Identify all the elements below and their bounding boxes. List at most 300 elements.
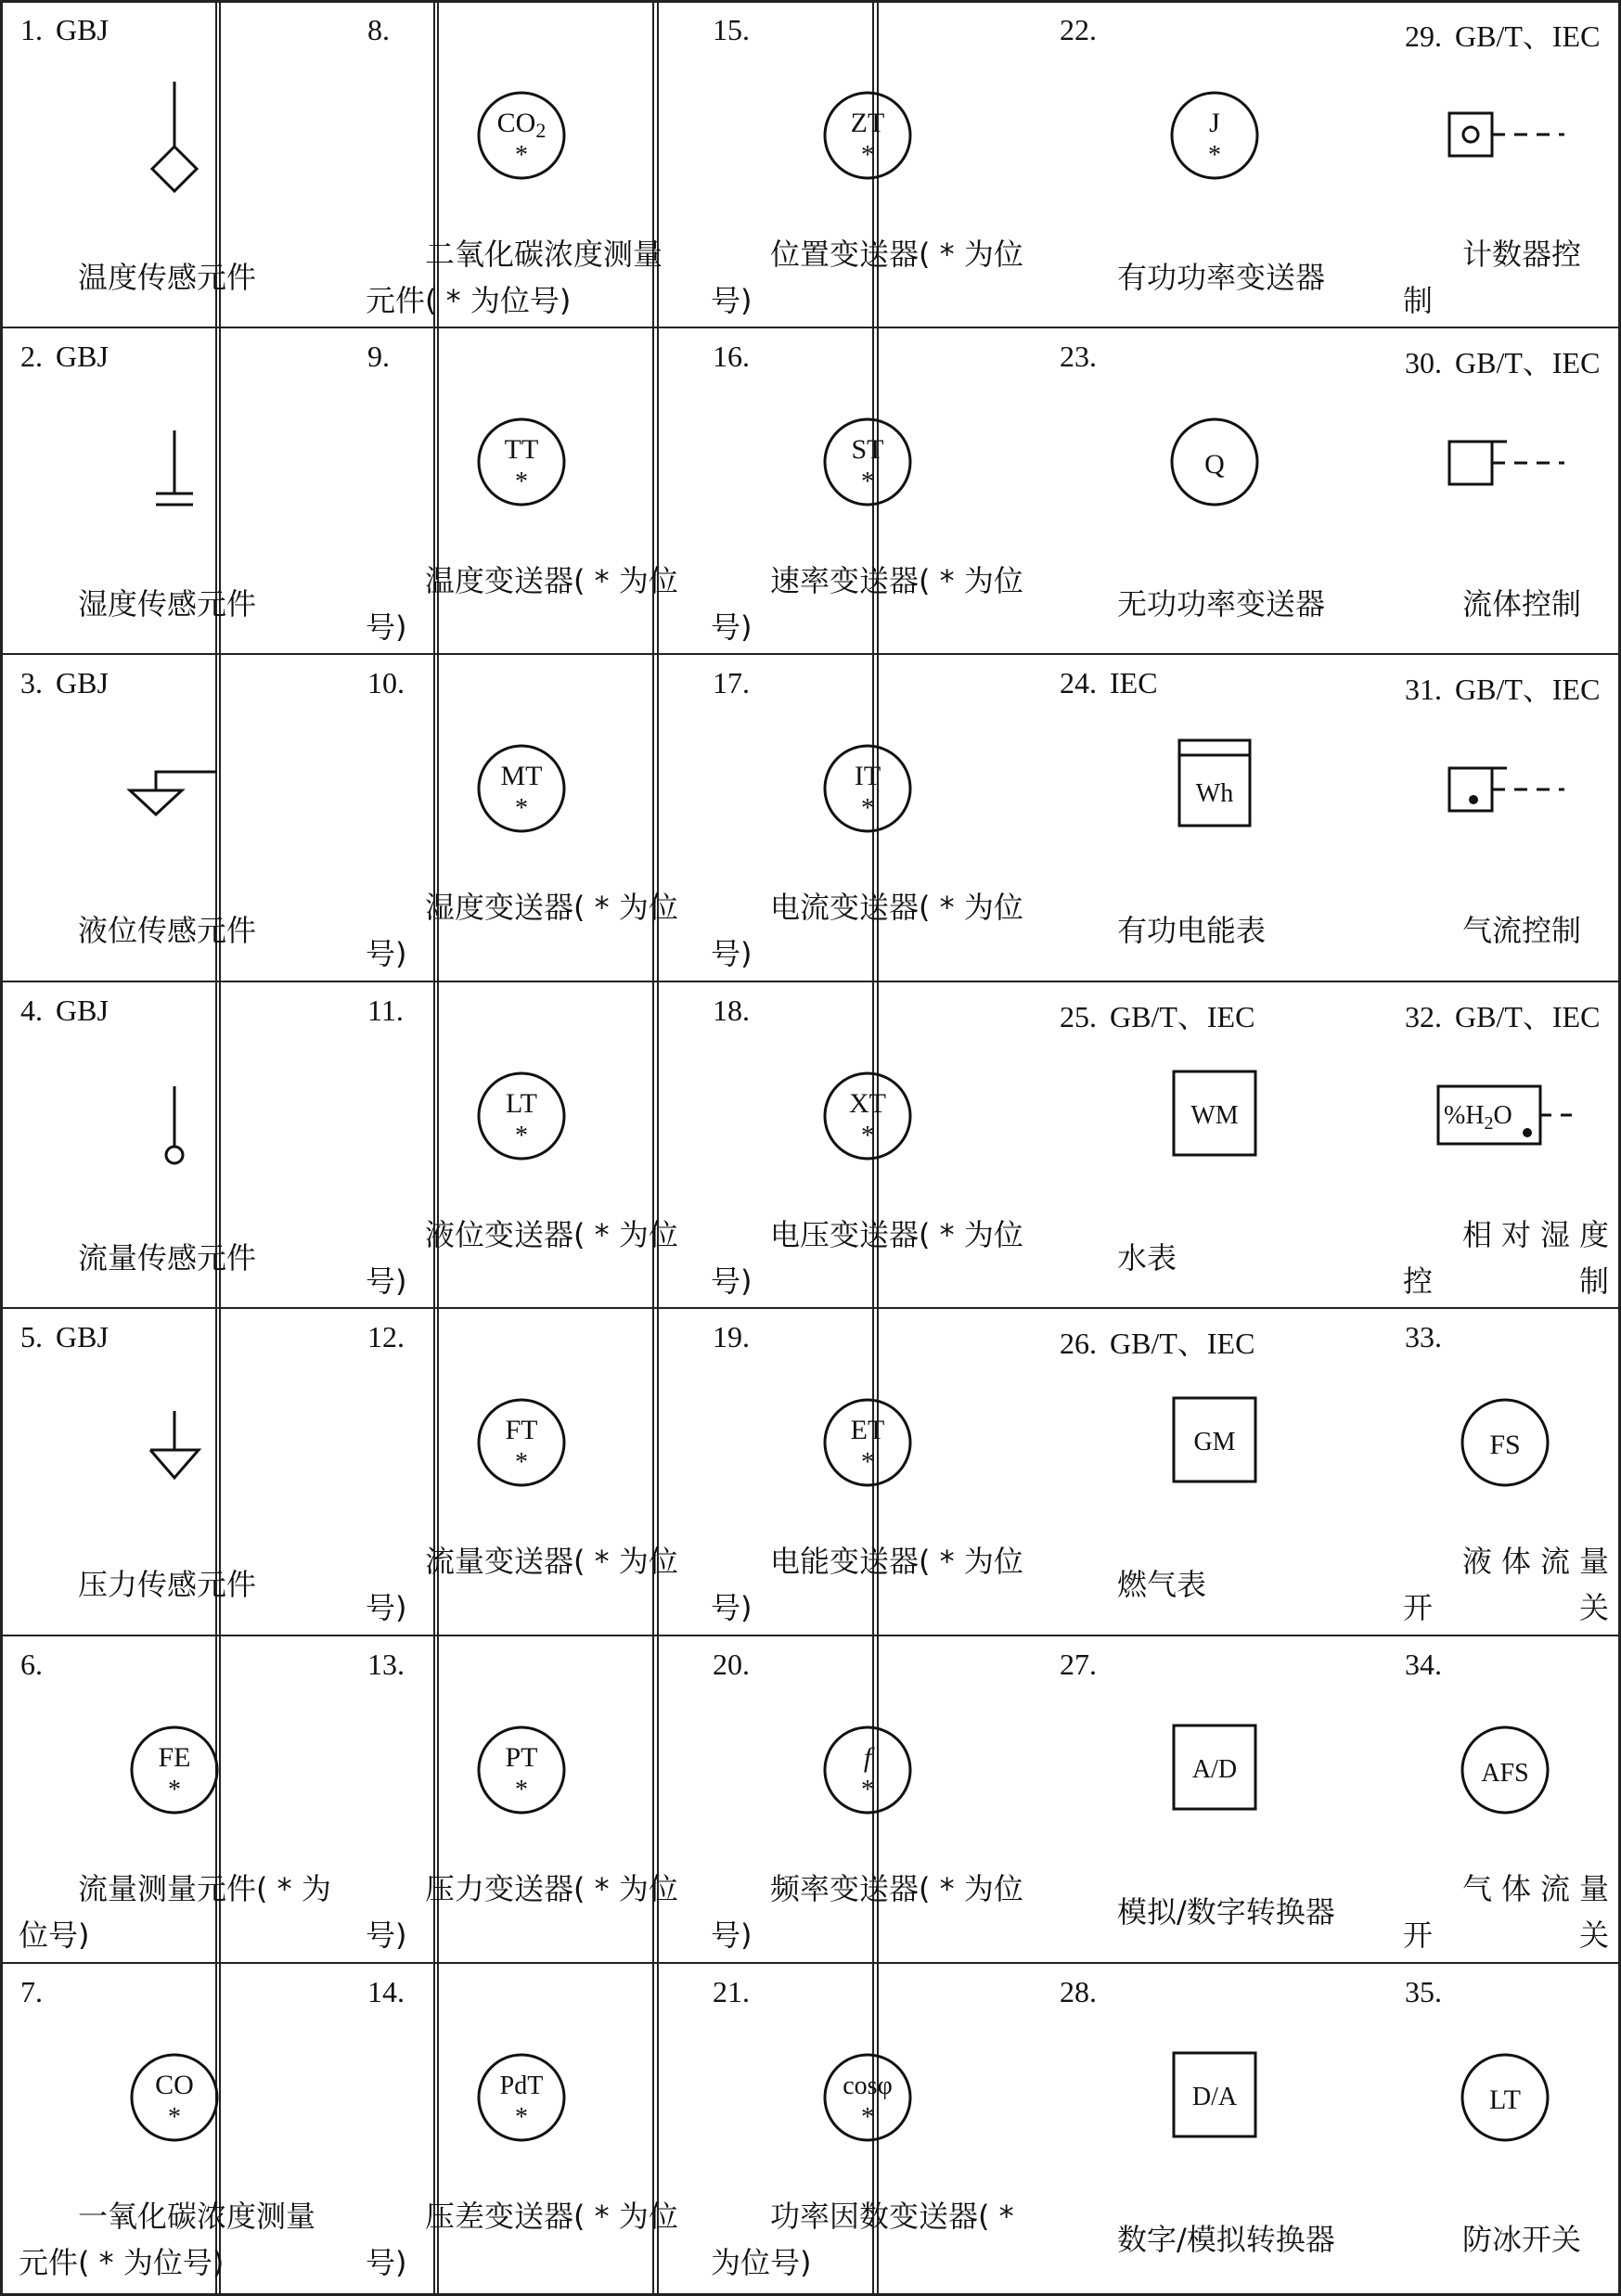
caption-text: 模拟/数字转换器 <box>1117 1894 1335 1930</box>
symbol-cell <box>1043 2 1386 327</box>
level-line <box>156 772 217 790</box>
symbol-svg <box>4 703 345 889</box>
item-number <box>1060 13 1097 47</box>
item-index: 6. <box>20 1648 43 1681</box>
caption-text: 流体控制 <box>1462 586 1582 622</box>
item-caption <box>366 2188 679 2290</box>
caption-text: 流量传感元件 <box>78 1240 257 1276</box>
item-number <box>20 1320 109 1354</box>
item-number <box>367 666 405 700</box>
symbol-cell <box>696 1309 1039 1634</box>
symbol-graphic <box>1043 2012 1386 2198</box>
symbol-svg <box>696 2012 1039 2198</box>
item-index: 18. <box>713 994 750 1027</box>
item-number <box>20 666 109 700</box>
symbol-graphic <box>4 2012 345 2198</box>
symbol-graphic <box>4 1685 345 1870</box>
symbol-cell <box>351 655 692 980</box>
item-caption <box>1403 1533 1609 1634</box>
caption-text: 速率变送器( * 为位号) <box>711 563 1023 645</box>
item-number <box>20 1975 43 2009</box>
symbol-cell <box>1388 2 1621 327</box>
item-number <box>20 994 109 1028</box>
arrow-triangle <box>150 1450 199 1478</box>
caption-text: 温度传感元件 <box>78 260 257 295</box>
symbol-graphic <box>4 703 345 889</box>
caption-text: 液位传感元件 <box>78 913 257 948</box>
symbol-asterisk: * <box>861 1776 874 1804</box>
item-caption <box>1403 879 1609 980</box>
symbol-graphic <box>1388 1031 1621 1216</box>
item-caption <box>1403 1861 1609 1961</box>
symbol-cell <box>1388 328 1621 653</box>
item-standard: GBJ <box>56 994 109 1027</box>
symbol-text: IT <box>854 761 881 791</box>
symbol-cell <box>696 2 1039 327</box>
caption-text: 数字/模拟转换器 <box>1117 2222 1335 2257</box>
symbol-svg <box>1043 377 1386 562</box>
symbol-text: GM <box>1193 1428 1236 1456</box>
symbol-cell <box>351 982 692 1307</box>
item-index: 13. <box>367 1648 405 1681</box>
item-index: 22. <box>1060 13 1097 46</box>
symbol-cell <box>4 2 345 327</box>
symbol-graphic <box>1388 1685 1621 1870</box>
caption-text: 气流控制 <box>1462 913 1582 948</box>
symbol-svg <box>1043 1685 1386 1870</box>
item-index: 2. <box>20 340 43 373</box>
symbol-cell <box>1043 1964 1386 2293</box>
symbol-svg <box>351 703 692 889</box>
symbol-graphic <box>696 703 1039 889</box>
caption-text: 电能变送器( * 为位号) <box>711 1544 1023 1625</box>
symbol-cell <box>696 655 1039 980</box>
symbol-svg <box>1388 1357 1621 1543</box>
symbol-asterisk: * <box>861 141 874 170</box>
item-index: 30. <box>1405 346 1442 379</box>
symbol-svg <box>1043 50 1386 236</box>
item-caption <box>1403 226 1609 327</box>
item-caption <box>366 226 679 327</box>
caption-text: 压力传感元件 <box>78 1567 257 1602</box>
symbol-graphic <box>696 377 1039 562</box>
item-index: 7. <box>20 1975 43 2008</box>
item-index: 24. <box>1060 666 1097 699</box>
symbol-cell <box>4 982 345 1307</box>
item-caption <box>711 553 1026 653</box>
item-caption <box>1058 1861 1373 1961</box>
symbol-svg <box>1043 1031 1386 1216</box>
item-number <box>367 1975 405 2009</box>
caption-text: 计数器控制 <box>1403 237 1582 318</box>
symbol-asterisk: * <box>515 468 528 496</box>
item-index: 15. <box>713 13 750 46</box>
symbol-cell <box>4 1964 345 2293</box>
air-dot <box>1469 795 1478 804</box>
caption-text: 功率因数变送器( * 为位号) <box>711 2199 1014 2280</box>
caption-text: 压差变送器( * 为位号) <box>366 2199 678 2280</box>
item-number <box>367 340 390 374</box>
symbol-cell <box>1388 1636 1621 1961</box>
item-standard: GB/T、IEC <box>1455 19 1601 53</box>
item-number <box>713 994 750 1028</box>
symbol-cell <box>696 1636 1039 1961</box>
symbol-cell <box>4 1636 345 1961</box>
symbol-text: FS <box>1489 1430 1521 1460</box>
symbol-tail: O <box>1493 1101 1512 1130</box>
symbol-cell <box>1043 1636 1386 1961</box>
symbol-graphic <box>351 377 692 562</box>
symbol-asterisk: * <box>515 1776 528 1804</box>
item-caption <box>1058 1533 1373 1634</box>
item-index: 14. <box>367 1975 405 2008</box>
item-index: 25. <box>1060 1000 1097 1033</box>
caption-text: 无功功率变送器 <box>1117 586 1326 622</box>
item-index: 20. <box>713 1648 750 1681</box>
symbol-asterisk: * <box>861 794 874 823</box>
symbol-text: D/A <box>1191 2083 1238 2111</box>
symbol-subscript: 2 <box>1484 1113 1494 1134</box>
item-caption <box>19 1207 332 1307</box>
symbol-text: ST <box>851 434 884 465</box>
item-caption <box>1058 553 1373 653</box>
caption-text: 燃气表 <box>1117 1567 1207 1602</box>
caption-text: 温度变送器( * 为位号) <box>366 563 678 645</box>
item-index: 11. <box>367 994 404 1027</box>
symbol-asterisk: * <box>515 1448 528 1477</box>
symbol-svg <box>1388 50 1621 236</box>
symbol-svg <box>351 1357 692 1543</box>
caption-text: 相对湿度控制 <box>1403 1217 1609 1299</box>
item-index: 17. <box>713 666 750 699</box>
symbol-graphic <box>696 2012 1039 2198</box>
item-caption <box>19 553 332 653</box>
item-caption <box>711 2188 1026 2290</box>
item-caption <box>366 879 679 980</box>
symbol-svg <box>1043 1357 1386 1543</box>
caption-text: 气体流量开关 <box>1403 1871 1609 1953</box>
item-caption <box>19 879 332 980</box>
caption-text: 湿度变送器( * 为位号) <box>366 890 678 971</box>
item-number <box>367 994 404 1028</box>
symbol-graphic <box>1043 377 1386 562</box>
symbol-cell <box>1043 982 1386 1307</box>
item-number <box>713 1648 750 1682</box>
item-index: 28. <box>1060 1975 1097 2008</box>
symbol-svg <box>351 1031 692 1216</box>
item-index: 32. <box>1405 1000 1442 1033</box>
humidity-dot <box>1523 1128 1532 1137</box>
symbol-asterisk: * <box>861 1122 874 1150</box>
symbol-text: Wh <box>1195 779 1234 808</box>
symbol-svg <box>696 703 1039 889</box>
item-index: 27. <box>1060 1648 1097 1681</box>
symbol-graphic <box>4 377 345 562</box>
item-index: 9. <box>367 340 390 373</box>
item-caption <box>366 1533 679 1634</box>
symbol-svg <box>1388 2012 1621 2198</box>
symbol-cell <box>1043 1309 1386 1634</box>
symbol-cell <box>696 982 1039 1307</box>
symbol-asterisk: * <box>515 794 528 823</box>
symbol-svg <box>696 377 1039 562</box>
symbol-graphic <box>351 1031 692 1216</box>
symbol-cell <box>1043 655 1386 980</box>
symbol-svg <box>4 2012 345 2198</box>
item-standard: GB/T、IEC <box>1110 1327 1255 1360</box>
symbol-graphic <box>1043 1685 1386 1870</box>
item-number <box>1405 1320 1442 1354</box>
caption-text: 二氧化碳浓度测量元件( * 为位号) <box>366 237 663 318</box>
symbol-svg <box>1043 2012 1386 2198</box>
symbol-text: ET <box>850 1415 885 1445</box>
item-standard: GB/T、IEC <box>1455 346 1601 379</box>
symbol-asterisk: * <box>515 141 528 170</box>
item-number <box>1060 1648 1097 1682</box>
symbol-svg <box>696 50 1039 236</box>
symbol-svg <box>351 1685 692 1870</box>
item-caption <box>711 226 1026 327</box>
symbol-cell <box>351 1309 692 1634</box>
symbol-cell <box>4 655 345 980</box>
symbol-text: LT <box>506 1088 537 1119</box>
item-caption <box>711 1861 1026 1961</box>
symbol-graphic <box>1043 1357 1386 1543</box>
symbol-graphic <box>1043 703 1386 889</box>
item-caption <box>1403 2188 1609 2290</box>
item-standard: GB/T、IEC <box>1455 1000 1601 1033</box>
caption-text: 一氧化碳浓度测量元件( * 为位号) <box>19 2199 316 2280</box>
symbol-graphic <box>351 2012 692 2198</box>
symbol-cell <box>351 1636 692 1961</box>
symbol-graphic <box>1388 50 1621 236</box>
item-index: 34. <box>1405 1648 1442 1681</box>
item-number <box>1060 666 1158 700</box>
symbol-svg <box>1388 377 1621 562</box>
symbol-svg <box>1388 703 1621 889</box>
caption-text: 水表 <box>1117 1240 1177 1276</box>
symbol-graphic <box>1388 703 1621 889</box>
symbol-graphic <box>696 50 1039 236</box>
item-index: 23. <box>1060 340 1097 373</box>
symbol-graphic <box>1388 377 1621 562</box>
item-number <box>1405 1975 1442 2009</box>
item-index: 16. <box>713 340 750 373</box>
item-index: 35. <box>1405 1975 1442 2008</box>
symbol-svg <box>351 377 692 562</box>
item-number <box>713 340 750 374</box>
item-number <box>367 1648 405 1682</box>
item-index: 8. <box>367 13 390 46</box>
item-number <box>713 1975 750 2009</box>
symbol-svg <box>1388 1031 1621 1216</box>
symbol-svg <box>4 1685 345 1870</box>
symbol-graphic <box>696 1357 1039 1543</box>
symbol-graphic <box>351 50 692 236</box>
item-caption <box>711 1207 1026 1307</box>
item-number <box>1060 340 1097 374</box>
symbol-graphic <box>4 1357 345 1543</box>
symbol-svg <box>351 50 692 236</box>
symbol-svg <box>696 1357 1039 1543</box>
symbol-text: MT <box>500 761 543 791</box>
caption-text: 有功电能表 <box>1117 913 1267 948</box>
item-caption <box>19 1861 332 1961</box>
symbol-graphic <box>351 703 692 889</box>
item-caption <box>1058 2188 1373 2290</box>
symbol-text: $\%H_2O$ <box>1444 1101 1512 1134</box>
symbol-graphic <box>351 1357 692 1543</box>
symbol-text: FT <box>505 1415 538 1445</box>
symbol-asterisk: * <box>515 2103 528 2132</box>
column-rule <box>0 0 3 2296</box>
item-standard: IEC <box>1110 666 1158 699</box>
item-caption <box>1058 1207 1373 1307</box>
caption-text: 电流变送器( * 为位号) <box>711 890 1023 971</box>
symbol-svg <box>4 1031 345 1216</box>
item-standard: GBJ <box>56 1320 109 1353</box>
symbol-graphic <box>4 1031 345 1216</box>
item-standard: GBJ <box>56 340 109 373</box>
item-number <box>367 1320 405 1354</box>
symbol-asterisk: * <box>861 1448 874 1477</box>
caption-text: 流量测量元件( * 为位号) <box>19 1871 331 1953</box>
symbol-text: f <box>863 1742 872 1773</box>
caption-text: 液位变送器( * 为位号) <box>366 1217 678 1299</box>
symbol-text: TT <box>504 434 539 465</box>
caption-text: 液体流量开关 <box>1403 1544 1609 1625</box>
symbol-cell <box>1388 655 1621 980</box>
symbol-svg <box>4 377 345 562</box>
item-caption <box>1058 879 1373 980</box>
symbol-text: XT <box>849 1088 886 1119</box>
control-box <box>1449 113 1492 156</box>
item-number <box>20 340 109 374</box>
symbol-svg <box>696 1031 1039 1216</box>
item-standard: GBJ <box>56 666 109 699</box>
item-standard: GB/T、IEC <box>1110 1000 1255 1033</box>
symbol-asterisk: * <box>861 468 874 496</box>
symbol-graphic <box>696 1031 1039 1216</box>
item-standard: GBJ <box>56 13 109 46</box>
item-caption <box>366 1207 679 1307</box>
caption-text: 电压变送器( * 为位号) <box>711 1217 1023 1299</box>
item-index: 33. <box>1405 1320 1442 1353</box>
symbol-text: A/D <box>1191 1755 1238 1784</box>
caption-text: 压力变送器( * 为位号) <box>366 1871 678 1953</box>
symbol-cell <box>4 328 345 653</box>
item-number <box>713 13 750 47</box>
symbol-subscript: 2 <box>535 119 547 142</box>
symbol-graphic <box>696 1685 1039 1870</box>
item-index: 5. <box>20 1320 43 1353</box>
symbol-cell <box>4 1309 345 1634</box>
symbol-asterisk: * <box>168 1776 181 1804</box>
symbol-svg <box>4 1357 345 1543</box>
symbol-cell <box>1388 982 1621 1307</box>
symbol-cell <box>696 328 1039 653</box>
symbol-graphic <box>1043 50 1386 236</box>
symbol-text: $CO_2$ <box>496 108 547 142</box>
symbol-asterisk: * <box>1208 141 1221 170</box>
caption-text: 位置变送器( * 为位号) <box>711 237 1023 318</box>
item-index: 26. <box>1060 1327 1097 1360</box>
symbol-asterisk: * <box>168 2103 181 2132</box>
item-number <box>1405 1648 1442 1682</box>
control-box <box>1449 768 1492 811</box>
caption-text: 频率变送器( * 为位号) <box>711 1871 1023 1953</box>
symbol-text: AFS <box>1481 1759 1529 1788</box>
symbol-graphic <box>4 50 345 236</box>
caption-text: 有功功率变送器 <box>1117 260 1326 295</box>
symbol-svg <box>1388 1685 1621 1870</box>
symbol-cell <box>696 1964 1039 2293</box>
counter-circle <box>1463 127 1478 142</box>
symbol-text: WM <box>1190 1101 1239 1130</box>
symbol-text: Q <box>1204 449 1225 480</box>
item-caption <box>1403 1207 1609 1307</box>
symbol-cell <box>351 1964 692 2293</box>
item-number <box>20 1648 43 1682</box>
item-number <box>713 1320 750 1354</box>
symbol-text: PT <box>505 1742 538 1773</box>
item-caption <box>19 226 332 327</box>
symbol-text: CO <box>155 2070 194 2100</box>
symbol-graphic <box>351 1685 692 1870</box>
caption-text: 湿度传感元件 <box>78 586 257 622</box>
item-caption <box>366 553 679 653</box>
item-caption <box>19 2188 332 2290</box>
symbol-cell <box>351 2 692 327</box>
item-index: 19. <box>713 1320 750 1353</box>
symbol-cell <box>1388 1964 1621 2293</box>
item-index: 10. <box>367 666 405 699</box>
symbol-text: J <box>1209 108 1220 138</box>
symbol-asterisk: * <box>515 1122 528 1150</box>
item-index: 29. <box>1405 19 1442 53</box>
symbol-text: LT <box>1489 2084 1521 2115</box>
symbol-graphic <box>1388 1357 1621 1543</box>
symbol-svg <box>4 50 345 236</box>
symbol-graphic <box>1388 2012 1621 2198</box>
item-caption <box>366 1861 679 1961</box>
symbol-asterisk: * <box>861 2103 874 2132</box>
symbol-text: ZT <box>850 108 885 138</box>
symbol-graphic <box>1043 1031 1386 1216</box>
item-index: 31. <box>1405 673 1442 706</box>
item-index: 21. <box>713 1975 750 2008</box>
item-index: 3. <box>20 666 43 699</box>
caption-text: 流量变送器( * 为位号) <box>366 1544 678 1625</box>
symbol-cell <box>1043 328 1386 653</box>
symbol-cell <box>1388 1309 1621 1634</box>
item-index: 12. <box>367 1320 405 1353</box>
item-number <box>713 666 750 700</box>
symbol-svg <box>1043 703 1386 889</box>
item-index: 4. <box>20 994 43 1027</box>
caption-text: 防冰开关 <box>1462 2222 1582 2257</box>
item-standard: GB/T、IEC <box>1455 673 1601 706</box>
control-box <box>1449 442 1492 484</box>
symbol-cell <box>351 328 692 653</box>
item-number <box>20 13 109 47</box>
item-caption <box>1058 226 1373 327</box>
item-number <box>367 13 390 47</box>
symbol-svg <box>696 1685 1039 1870</box>
item-caption <box>1403 553 1609 653</box>
diamond <box>152 147 197 191</box>
item-caption <box>711 879 1026 980</box>
